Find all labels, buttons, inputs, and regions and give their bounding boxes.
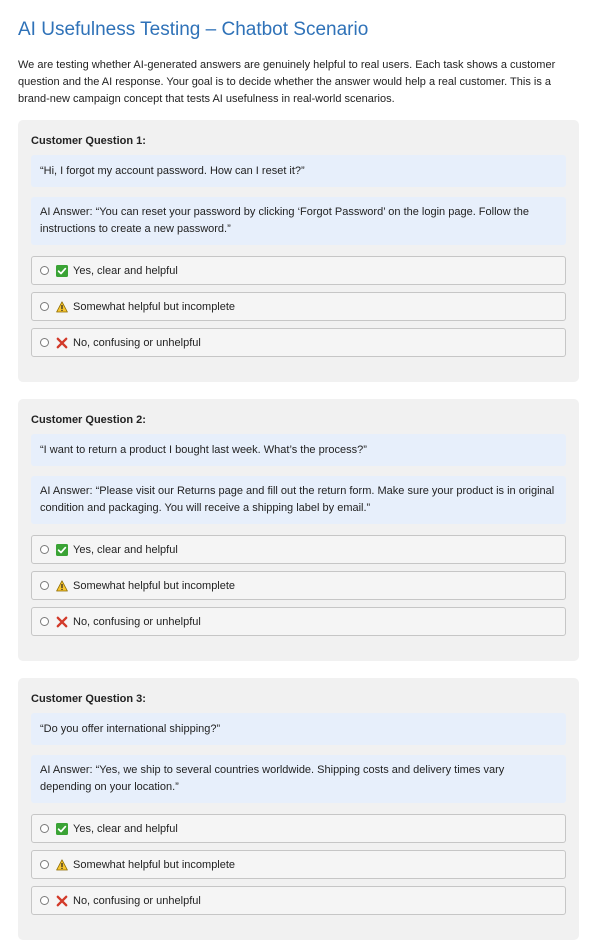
question-card-3 [18, 678, 579, 940]
option-label: Somewhat helpful but incomplete [73, 300, 236, 313]
option-yes-clear-helpful[interactable] [31, 814, 566, 843]
radio-button[interactable] [40, 617, 49, 626]
cross-mark-icon [56, 895, 68, 907]
warning-icon [56, 859, 68, 871]
question-label: Customer Question 2: [31, 414, 146, 426]
question-card-1 [18, 120, 579, 382]
option-no-confusing[interactable] [31, 328, 566, 357]
check-mark-icon [56, 544, 68, 556]
customer-question-text: “Hi, I forgot my account password. How can I reset it?” [31, 155, 566, 187]
intro-text: We are testing whether AI-generated answers are genuinely helpful to real users. Each task shows a customer question and the AI response. Your goal is to decide whether the answer would help a real customer. This is a brand-new campaign concept that tests AI usefulness in real-world scenarios. [18, 59, 556, 105]
question-label: Customer Question 3: [31, 693, 146, 705]
option-somewhat-helpful[interactable] [31, 571, 566, 600]
option-label: No, confusing or unhelpful [73, 615, 201, 628]
option-label: Somewhat helpful but incomplete [73, 579, 236, 592]
check-mark-icon [56, 265, 68, 277]
option-label: Yes, clear and helpful [73, 264, 178, 277]
check-mark-icon [56, 823, 68, 835]
option-label: Yes, clear and helpful [73, 822, 178, 835]
question-list [18, 120, 579, 940]
question-card-2 [18, 399, 579, 661]
cross-mark-icon [56, 337, 68, 349]
option-no-confusing[interactable] [31, 886, 566, 915]
radio-button[interactable] [40, 581, 49, 590]
option-somewhat-helpful[interactable] [31, 850, 566, 879]
ai-answer-text: AI Answer: “Please visit our Returns page and fill out the return form. Make sure your product is in original condition and packaging. You will receive a shipping label by email.” [31, 476, 566, 524]
radio-button[interactable] [40, 302, 49, 311]
option-label: Yes, clear and helpful [73, 543, 178, 556]
option-no-confusing[interactable] [31, 607, 566, 636]
ai-answer-text: AI Answer: “You can reset your password by clicking ‘Forgot Password’ on the login page. Follow the instructions to create a new password.” [31, 197, 566, 245]
option-somewhat-helpful[interactable] [31, 292, 566, 321]
customer-question-text: “I want to return a product I bought last week. What’s the process?” [31, 434, 566, 466]
option-yes-clear-helpful[interactable] [31, 256, 566, 285]
radio-button[interactable] [40, 860, 49, 869]
warning-icon [56, 580, 68, 592]
rating-options [31, 256, 566, 357]
cross-mark-icon [56, 616, 68, 628]
rating-options [31, 814, 566, 915]
option-yes-clear-helpful[interactable] [31, 535, 566, 564]
option-label: Somewhat helpful but incomplete [73, 858, 236, 871]
question-label: Customer Question 1: [31, 135, 146, 147]
option-label: No, confusing or unhelpful [73, 894, 201, 907]
radio-button[interactable] [40, 266, 49, 275]
customer-question-text: “Do you offer international shipping?” [31, 713, 566, 745]
ai-answer-text: AI Answer: “Yes, we ship to several countries worldwide. Shipping costs and delivery times vary depending on your location.” [31, 755, 566, 803]
radio-button[interactable] [40, 545, 49, 554]
radio-button[interactable] [40, 896, 49, 905]
rating-options [31, 535, 566, 636]
warning-icon [56, 301, 68, 313]
option-label: No, confusing or unhelpful [73, 336, 201, 349]
radio-button[interactable] [40, 824, 49, 833]
radio-button[interactable] [40, 338, 49, 347]
page-title: AI Usefulness Testing – Chatbot Scenario [18, 19, 369, 40]
